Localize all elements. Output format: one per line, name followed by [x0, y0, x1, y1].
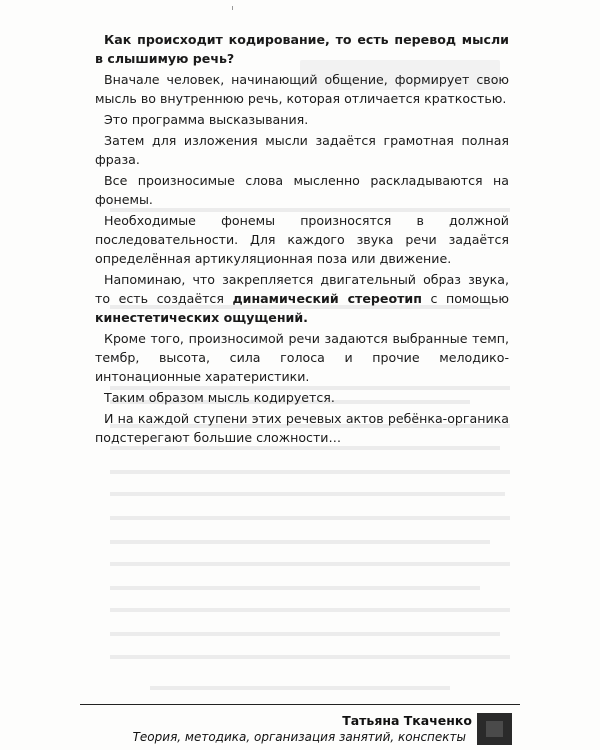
paragraph — [95, 270, 509, 327]
paragraph: Кроме того, произносимой речи задаются выбранные темп, тембр, высота, сила голоса и прочие мелодико-интонационные харатеристики. — [95, 331, 509, 384]
bleed-through-line — [110, 540, 490, 544]
body-text — [95, 30, 509, 449]
paragraph: Таким образом мысль кодируется. — [104, 390, 335, 405]
printer-mark — [232, 6, 233, 10]
term-dynamic-stereotype: динамический стереотип — [232, 291, 422, 306]
paragraph-text: Напоминаю, что закрепляется двигательный образ звука, то есть создаётся — [95, 272, 509, 306]
footer-subtitle: Теория, методика, организация занятий, конспекты — [132, 730, 466, 744]
bleed-through-line — [110, 586, 480, 590]
bleed-through-line — [110, 632, 500, 636]
page-corner-marker — [477, 713, 512, 745]
footer-divider — [80, 704, 520, 705]
paragraph: Необходимые фонемы произносятся в должной последовательности. Для каждого звука речи задаётся определённая артикуляционная поза или движение. — [95, 213, 509, 266]
paragraph: Это программа высказывания. — [104, 112, 309, 127]
bleed-through-line — [110, 608, 510, 612]
bleed-through-line — [110, 492, 505, 496]
paragraph: Затем для изложения мысли задаётся грамотная полная фраза. — [95, 133, 509, 167]
bleed-through-line — [110, 516, 510, 520]
paragraph: И на каждой ступени этих речевых актов ребёнка-органика подстерегают большие сложности… — [95, 411, 509, 445]
term-kinesthetic-sensations: кинестетических ощущений. — [95, 310, 308, 325]
paragraph-text: с помощью — [421, 291, 509, 306]
paragraph: Вначале человек, начинающий общение, формирует свою мысль во внутреннюю речь, которая отличается краткостью. — [95, 72, 509, 106]
bleed-through-line — [110, 470, 510, 474]
footer-author: Татьяна Ткаченко — [342, 713, 472, 728]
paragraph: Все произносимые слова мысленно раскладываются на фонемы. — [95, 173, 509, 207]
question-heading: Как происходит кодирование, то есть перевод мысли в слышимую речь? — [95, 32, 509, 66]
bleed-through-line — [110, 655, 510, 659]
bleed-through-line — [110, 562, 510, 566]
bleed-through-line — [150, 686, 450, 690]
